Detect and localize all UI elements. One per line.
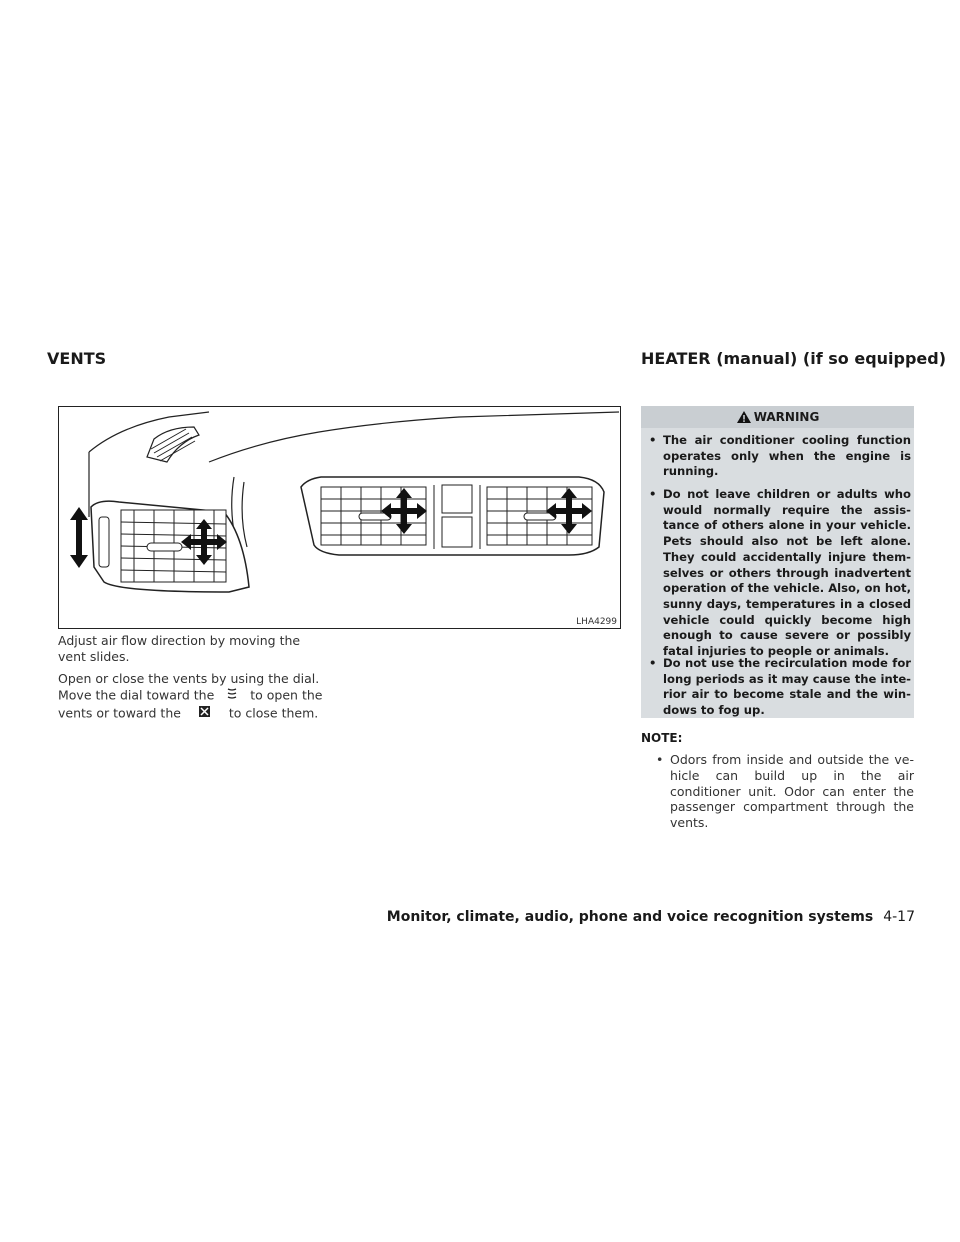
top-vent-icon bbox=[147, 427, 199, 462]
vent-left-icon bbox=[91, 501, 249, 592]
vents-paragraph-2-part-a: Open or close the vents by using the dial. Move the dial toward the bbox=[58, 671, 320, 703]
warning-label: WARNING bbox=[753, 410, 820, 424]
vents-section-title: VENTS bbox=[47, 349, 107, 368]
vent-center-icon bbox=[301, 477, 604, 555]
footer-section-title: Monitor, climate, audio, phone and voice recognition systems bbox=[386, 909, 874, 925]
vents-illustration bbox=[58, 406, 621, 629]
vents-paragraph-2 bbox=[58, 671, 328, 723]
up-down-arrow-icon bbox=[70, 507, 88, 568]
vents-drawing bbox=[59, 407, 620, 628]
warning-item: • The air conditioner cooling function operates only when the engine is running. bbox=[649, 433, 911, 479]
warning-item-text: The air conditioner cooling function operates only when the engine is running. bbox=[663, 433, 911, 479]
warning-triangle-icon bbox=[736, 410, 752, 424]
note-label: NOTE: bbox=[641, 731, 683, 745]
warning-header bbox=[641, 406, 914, 428]
note-item: • Odors from inside and outside the ve-hicle can build up in the air conditioner unit. Odor can enter the passenger compartment through the vents. bbox=[656, 752, 914, 831]
warning-box bbox=[641, 406, 914, 718]
warning-item-text: Do not leave children or adults who would normally require the assis-tance of others alone in your vehicle. Pets should also not be left alone. They could accidentally injure them-selves or others through inadvertent operation of the vehicle. Also, on hot, sunny days, temperatures in a closed vehicle could quickly become high enough to cause severe or possibly fatal injuries to people or animals. bbox=[663, 487, 911, 659]
note-item-text: Odors from inside and outside the ve-hicle can build up in the air conditioner unit. Odor can enter the passenger compartment through the vents. bbox=[670, 752, 914, 831]
heater-section-title: HEATER (manual) (if so equipped) bbox=[641, 349, 947, 368]
warning-item: • Do not use the recirculation mode for long periods as it may cause the inte-rior air to become stale and the win-dows to fog up. bbox=[649, 656, 911, 718]
warning-item-text: Do not use the recirculation mode for long periods as it may cause the inte-rior air to become stale and the win-dows to fog up. bbox=[663, 656, 911, 718]
warning-item: • Do not leave children or adults who would normally require the assis-tance of others alone in your vehicle. Pets should also not be left alone. They could accidentally injure them-selves or others through inadvertent operation of the vehicle. Also, on hot, sunny days, temperatures in a closed vehicle could quickly become high enough to cause severe or possibly fatal injuries to people or animals. bbox=[649, 487, 911, 659]
vents-paragraph-1: Adjust air flow direction by moving the vent slides. bbox=[58, 633, 301, 664]
airflow-open-icon bbox=[218, 687, 246, 705]
vent-closed-icon bbox=[185, 705, 225, 723]
vents-paragraph-2-part-b: to open the vents or toward the bbox=[58, 687, 323, 721]
page-footer bbox=[387, 909, 915, 925]
figure-code: LHA4299 bbox=[576, 617, 617, 627]
vents-paragraph-2-part-c: to close them. bbox=[228, 705, 319, 721]
page-number: 4-17 bbox=[883, 909, 915, 925]
